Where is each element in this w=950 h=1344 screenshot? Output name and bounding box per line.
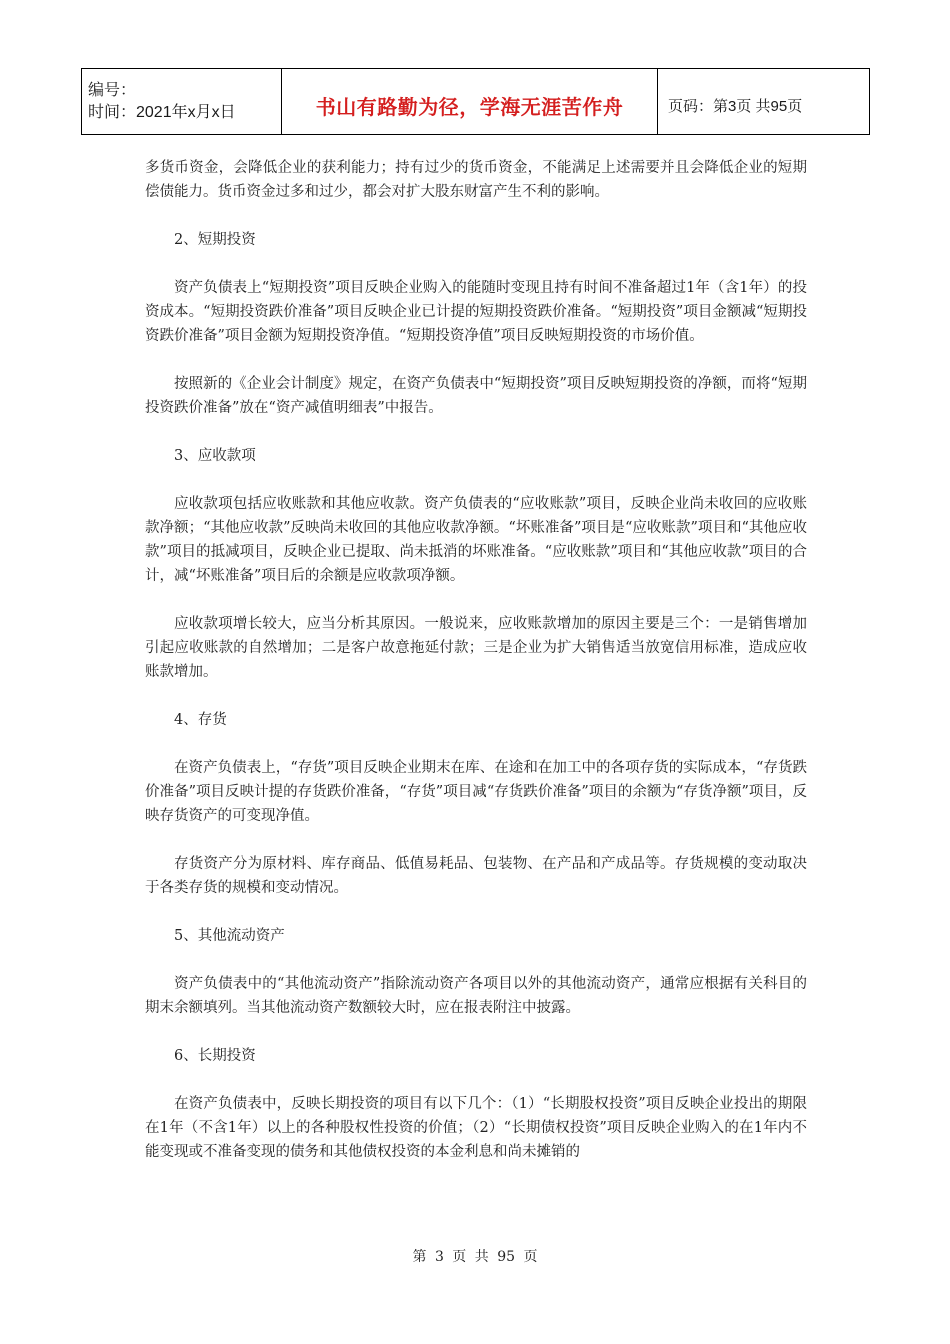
section-heading-inventory: 4、存货 [174, 712, 227, 728]
paragraph: 存货资产分为原材料、库存商品、低值易耗品、包装物、在产品和产成品等。存货规模的变动取决于各类存货的规模和变动情况。 [145, 856, 807, 896]
paragraph: 资产负债表中的“其他流动资产”指除流动资产各项目以外的其他流动资产，通常应根据有关科目的期末余额填列。当其他流动资产数额较大时，应在报表附注中披露。 [145, 976, 807, 1016]
paragraph: 按照新的《企业会计制度》规定，在资产负债表中“短期投资”项目反映短期投资的净额，而将“短期投资跌价准备”放在“资产减值明细表”中报告。 [145, 376, 807, 416]
document-header [81, 68, 870, 135]
section-heading-long-term-investment: 6、长期投资 [174, 1048, 256, 1064]
section-heading-other-current-assets: 5、其他流动资产 [174, 928, 285, 944]
document-number-label: 编号： [88, 81, 137, 99]
paragraph: 资产负债表上“短期投资”项目反映企业购入的能随时变现且持有时间不准备超过1年（含1年）的投资成本。“短期投资跌价准备”项目反映企业已计提的短期投资跌价准备。“短期投资”项目金额减“短期投资跌价准备”项目金额为短期投资净值。“短期投资净值”项目反映短期投资的市场价值。 [145, 280, 807, 344]
document-body [145, 156, 807, 1188]
page-footer: 第 3 页 共 95 页 [412, 1249, 538, 1265]
paragraph: 应收款项增长较大，应当分析其原因。一般说来，应收账款增加的原因主要是三个：一是销售增加引起应收账款的自然增加；二是客户故意拖延付款；三是企业为扩大销售适当放宽信用标准，造成应收账款增加。 [145, 616, 807, 680]
paragraph: 在资产负债表上，“存货”项目反映企业期末在库、在途和在加工中的各项存货的实际成本，“存货跌价准备”项目反映计提的存货跌价准备，“存货”项目减“存货跌价准备”项目的余额为“存货净额”项目，反映存货资产的可变现净值。 [145, 760, 807, 824]
paragraph: 在资产负债表中，反映长期投资的项目有以下几个：（1）“长期股权投资”项目反映企业投出的期限在1年（不含1年）以上的各种股权性投资的价值；（2）“长期债权投资”项目反映企业购入的在1年内不能变现或不准备变现的债务和其他债权投资的本金利息和尚未摊销的 [145, 1096, 807, 1160]
section-heading-short-term-investment: 2、短期投资 [174, 232, 256, 248]
header-page-info: 页码：第3页 共95页 [658, 69, 870, 135]
paragraph: 应收款项包括应收账款和其他应收款。资产负债表的“应收账款”项目，反映企业尚未收回的应收账款净额；“其他应收款”反映尚未收回的其他应收款净额。“坏账准备”项目是“应收账款”项目和“其他应收款”项目的抵减项目，反映企业已提取、尚未抵消的坏账准备。“应收账款”项目和“其他应收款”项目的合计，减“坏账准备”项目后的余额是应收款项净额。 [145, 496, 807, 584]
document-date: 时间：2021年x月x日 [88, 103, 236, 121]
header-motto: 书山有路勤为径，学海无涯苦作舟 [282, 69, 658, 135]
paragraph: 多货币资金，会降低企业的获利能力；持有过少的货币资金，不能满足上述需要并且会降低企业的短期偿债能力。货币资金过多和过少，都会对扩大股东财富产生不利的影响。 [145, 160, 807, 200]
section-heading-receivables: 3、应收款项 [174, 448, 256, 464]
header-meta-cell [82, 69, 282, 135]
